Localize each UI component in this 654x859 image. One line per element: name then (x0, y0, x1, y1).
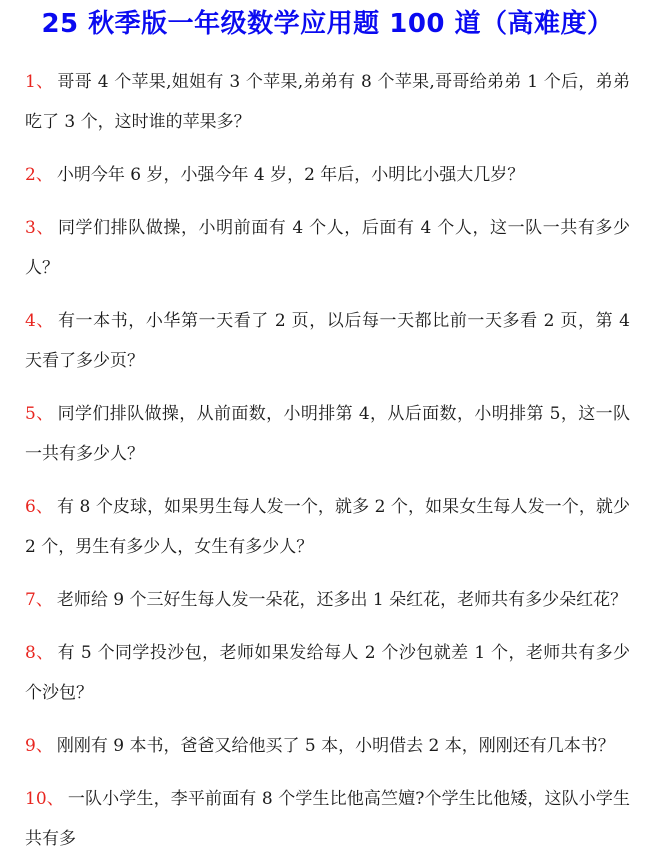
question-2 (25, 155, 630, 195)
question-8 (25, 633, 630, 713)
question-5-number: 5、 (25, 403, 54, 424)
question-6-number: 6、 (25, 496, 53, 517)
question-3 (25, 208, 630, 288)
question-1-number: 1、 (25, 71, 54, 92)
question-2-text: 小明今年 6 岁，小强今年 4 岁，2 年后，小明比小强大几岁？ (56, 164, 525, 185)
question-4 (25, 301, 630, 381)
question-4-text: 有一本书，小华第一天看了 2 页，以后每一天都比前一天多看 2 页，第 4 天看了多少页？ (25, 310, 630, 371)
question-6-text: 有 8 个皮球，如果男生每人发一个，就多 2 个，如果女生每人发一个，就少 2 个，男生有多少人，女生有多少人？ (25, 496, 630, 557)
question-3-number: 3、 (25, 217, 54, 238)
question-1 (25, 62, 630, 142)
question-7 (25, 580, 630, 620)
question-7-number: 7、 (25, 589, 53, 610)
question-4-number: 4、 (25, 310, 54, 331)
question-8-number: 8、 (25, 642, 54, 663)
question-2-number: 2、 (25, 164, 53, 185)
question-3-text: 同学们排队做操，小明前面有 4 个人，后面有 4 个人，这一队一共有多少人？ (25, 217, 630, 278)
question-8-text: 有 5 个同学投沙包，老师如果发给每人 2 个沙包就差 1 个，老师共有多少个沙包？ (25, 642, 630, 703)
question-10-number: 10、 (25, 788, 64, 809)
question-1-text: 哥哥 4 个苹果,姐姐有 3 个苹果,弟弟有 8 个苹果,哥哥给弟弟 1 个后，弟弟吃了 3 个，这时谁的苹果多？ (25, 71, 630, 132)
page-title: 25 秋季版一年级数学应用题 100 道（高难度） (41, 9, 614, 39)
question-9-text: 刚刚有 9 本书，爸爸又给他买了 5 本，小明借去 2 本，刚刚还有几本书？ (56, 735, 615, 756)
question-7-text: 老师给 9 个三好生每人发一朵花，还多出 1 朵红花，老师共有多少朵红花？ (56, 589, 628, 610)
question-5-text: 同学们排队做操，从前面数，小明排第 4，从后面数，小明排第 5，这一队一共有多少人？ (25, 403, 630, 464)
question-10-text: 一队小学生，李平前面有 8 个学生比他高竺嬗?个学生比他矮，这队小学生共有多 (25, 788, 630, 849)
question-5 (25, 394, 630, 474)
question-10 (25, 779, 630, 859)
question-9-number: 9、 (25, 735, 53, 756)
question-6 (25, 487, 630, 567)
question-9 (25, 726, 630, 766)
